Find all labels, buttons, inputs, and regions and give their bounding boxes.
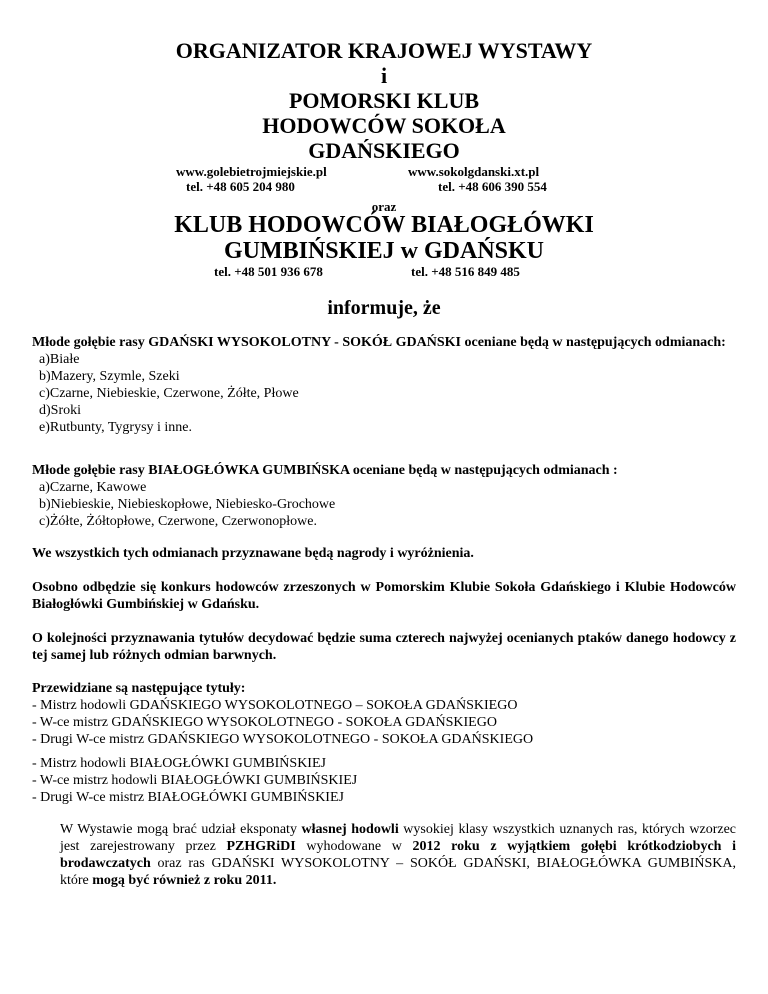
- final-text-1: W Wystawie mogą brać udział eksponaty: [60, 822, 302, 837]
- club2-line-1: KLUB HODOWCÓW BIAŁOGŁÓWKI: [174, 212, 594, 238]
- titles-section-2: [32, 755, 736, 806]
- club2-title: [0, 212, 768, 264]
- final-text-2: wysokiej klasy wszystkich uznanych ras, których wzorzec jest zarejestrowany przez: [60, 822, 737, 854]
- informuje-heading: informuje, że: [327, 297, 441, 319]
- list-item: c)Żółte, Żółtopłowe, Czerwone, Czerwonopłowe.: [39, 514, 317, 529]
- contact-right-tel: tel. +48 606 390 554: [438, 179, 547, 194]
- awards-paragraph: We wszystkich tych odmianach przyznawane będą nagrody i wyróżnienia.: [32, 546, 474, 561]
- contest-paragraph: Osobno odbędzie się konkurs hodowców zrzeszonych w Pomorskim Klubie Sokoła Gdańskiego i Klubie Hodowców Białogłówki Gumbińskiej w Gdańsku.: [32, 580, 736, 612]
- header-line-3: POMORSKI KLUB: [288, 88, 480, 113]
- final-bold-1: własnej hodowli: [301, 822, 399, 837]
- contact-left-tel: tel. +48 605 204 980: [186, 179, 295, 194]
- contact-right: [408, 164, 608, 194]
- list-item: e)Rutbunty, Tygrysy i inne.: [39, 420, 193, 435]
- contact-right-web: www.sokolgdanski.xt.pl: [408, 164, 540, 179]
- titles-list: - W-ce mistrz hodowli BIAŁOGŁÓWKI GUMBIŃSKIEJ: [32, 773, 358, 788]
- contact-left: [176, 164, 376, 194]
- header-title: [0, 38, 768, 163]
- titles-list: - Mistrz hodowli GDAŃSKIEGO WYSOKOLOTNEGO – SOKOŁA GDAŃSKIEGO: [32, 698, 518, 713]
- final-bold-4: mogą być również z roku 2011.: [92, 873, 277, 888]
- list-item: a)Czarne, Kawowe: [39, 480, 147, 495]
- titles-list: - Mistrz hodowli BIAŁOGŁÓWKI GUMBIŃSKIEJ: [32, 756, 326, 771]
- list-item: c)Czarne, Niebieskie, Czerwone, Żółte, Płowe: [39, 386, 299, 401]
- section-1: [32, 334, 736, 436]
- list-item: b)Mazery, Szymle, Szeki: [39, 369, 180, 384]
- section-1-intro: Młode gołębie rasy GDAŃSKI WYSOKOLOTNY - SOKÓŁ GDAŃSKI oceniane będą w następujących odmianach:: [32, 335, 726, 350]
- final-bold-3: 2012 roku z wyjątkiem gołębi krótkodziobych i brodawczatych: [60, 839, 737, 871]
- titles-heading: Przewidziane są następujące tytuły:: [32, 681, 246, 696]
- club2-line-2: GUMBIŃSKIEJ w GDAŃSKU: [223, 238, 545, 264]
- header-line-4: HODOWCÓW SOKOŁA: [262, 113, 506, 138]
- order-paragraph: O kolejności przyznawania tytułów decydować będzie suma czterech najwyżej ocenianych ptaków danego hodowcy z tej samej lub różnych odmian barwnych.: [32, 631, 736, 663]
- titles-list: - Drugi W-ce mistrz GDAŃSKIEGO WYSOKOLOTNEGO - SOKOŁA GDAŃSKIEGO: [32, 732, 534, 747]
- final-text-3: wyhodowane w: [295, 839, 413, 854]
- section-2-list: [32, 479, 736, 530]
- header-line-1: ORGANIZATOR KRAJOWEJ WYSTAWY: [175, 38, 593, 63]
- final-paragraph: [60, 821, 736, 889]
- oraz-label: oraz: [371, 199, 397, 214]
- list-item: b)Niebieskie, Niebieskopłowe, Niebiesko-Grochowe: [39, 497, 336, 512]
- final-text-4: oraz ras GDAŃSKI WYSOKOLOTNY – SOKÓŁ GDAŃSKI, BIAŁOGŁÓWKA GUMBIŃSKA, które: [60, 856, 736, 888]
- contact-left-web: www.golebietrojmiejskie.pl: [176, 164, 327, 179]
- section-1-list: [32, 351, 736, 436]
- final-bold-2: PZHGRiDI: [226, 839, 296, 854]
- list-item: a)Białe: [39, 352, 80, 367]
- club2-tel-right: tel. +48 516 849 485: [411, 264, 520, 279]
- header-line-5: GDAŃSKIEGO: [308, 138, 460, 163]
- section-2: [32, 462, 736, 530]
- titles-list: - Drugi W-ce mistrz BIAŁOGŁÓWKI GUMBIŃSKIEJ: [32, 790, 344, 805]
- club2-tel-left: tel. +48 501 936 678: [214, 264, 323, 279]
- list-item: d)Sroki: [39, 403, 81, 418]
- header-line-2: i: [380, 63, 388, 88]
- titles-list: - W-ce mistrz GDAŃSKIEGO WYSOKOLOTNEGO - SOKOŁA GDAŃSKIEGO: [32, 715, 497, 730]
- section-2-intro: Młode gołębie rasy BIAŁOGŁÓWKA GUMBIŃSKA oceniane będą w następujących odmianach :: [32, 463, 618, 478]
- titles-section: [32, 680, 736, 748]
